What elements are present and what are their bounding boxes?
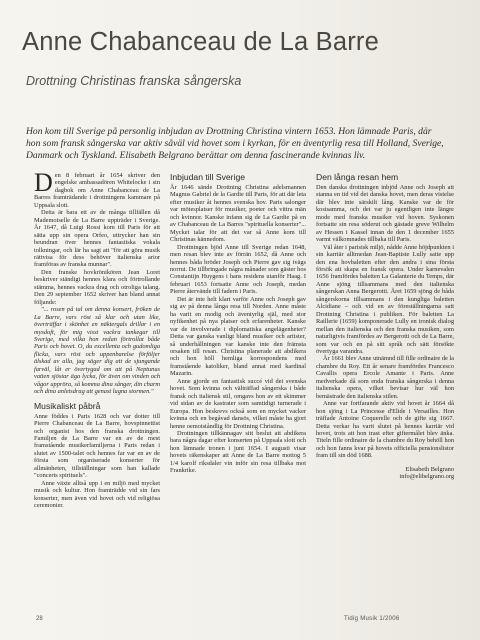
paragraph: Drottningen tillkännagav sitt beslut att abdikera bara några dagar efter konserten på Uppsala slott och hon lämnade tronen i juni 1654. I augusti visar hovets räkenskaper att Anne de La Barre mottog 5 1/4 karolf riksdaler vin inför sin resa tillbaka mot Frankrike. (170, 429, 306, 475)
article-lead: Hon kom till Sverige på personlig inbjudan av Drottning Christina vintern 1653. Hon lämnade Paris, där hon som fransk sångerska var aktiv såväl vid hovet som i kyrkan, för en äventyrlig resa till Holland, Sverige, Danmark och Tyskland. Elisabeth Belgrano berättar om denna fascinerande kvinnas liv. (26, 126, 444, 162)
paragraph (34, 172, 160, 209)
journal-issue: Tidig Musik 1/2006 (344, 616, 400, 622)
author-email[interactable]: info@elibelgrano.org (399, 473, 454, 481)
section-heading: Den långa resan hem (316, 172, 399, 182)
paragraph: År 1646 sände Drottning Christina adelsmannen Magnus Gabriel de la Gardie till Paris, för att där leta efter musiker åt hennes svenska hov. Paris salonger var mötesplatser för musiker, poeter och vittra män och kvinnor. Kanske infann sig de La Gardie på en av Chabanceau de La Barres "spirituella konserter"... Mycket talar för att det var så Anne kom till Christinas kännedom. (170, 184, 306, 244)
paragraph: Det är inte helt klart varför Anne och Joseph gav sig av på denna långa resa till Norden. Anne måste ha varit en modig och äventyrlig själ, med stor nyfikenhet på nya platser och erfarenheter. Kanske var de involverade i diplomatiska angelägenheter? Detta var ganska vanligt bland musiker och artister, så underhållningen var kanske inte den främsta orsaken till resan. Christina planerade att abdikera och hon höll hemliga korrespondens med framstående katoliker, bland annat med kardinal Mazarin. (170, 295, 306, 378)
paragraph: Drottningen bjöd Anne till Sverige redan 1648, men resan blev inte av förrän 1652, då Anne och hennes båda bröder Joseph och Pierre gav sig ivägs norrut. De tillbringade några månader som gäster hos Constantijn Huygens i hans residens utanför Haag. I februari 1653 fortsatte Anne och Joseph, medan Pierre återvände till fadern i Paris. (170, 243, 306, 296)
paragraph: Väl åter i parisisk miljö, nådde Anne höjdpunkten i sin karriär alltmedan Jean-Baptiste Lully satte upp den ena hovbaletten efter den andra i sina första försök att skapa en fransk opera. Under karnevalen 1656 framfördes baletten La Galanterie du Temps, där Anne sjöng tillsammans med den italienska sångerskan Anna Bergerotti. Året 1659 sjöng de båda sångerskorna tillsammans i den kungliga baletten Alcidiane – och vid en av föreställningarna satt Drottning Christina i publiken. För baletten La Raillerie (1659) komponerade Lully en ironisk dialog mellan den italienska och den franska musiken, som naturligtvis framfördes av Bergerotti och de La Barre, som var och en på sitt språk och sätt försökte övertyga varandra. (316, 243, 454, 355)
paragraph-text: en 8 februari år 1654 skriver den engelske ambassadören Whitelocke i sin dagbok om Anne Chabanceau de La Barres framträdande i drottningens kammare på Uppsala slott. (34, 172, 160, 209)
drop-cap: D (34, 172, 53, 197)
page-number: 28 (36, 616, 43, 622)
paragraph: Detta är bara ett av de många tillfällen då Mademoiselle de La Barre uppträder i Sverige. År 1647, då Luigi Rossi kom till Paris för att sätta upp sin opera Orfeo, uttrycker han sin beundran över hennes fantastiska vokala tolkningar, och lär ha sagt att "för att göra musik rättvisa för dess behöver italienska arior framföras av franska munnar". (34, 209, 160, 269)
section-heading: Inbjudan till Sverige (170, 172, 246, 182)
page-footer (0, 616, 480, 630)
paragraph: År 1661 blev Anne utnämnd till fille ordinaire de la chambre du Roy. Ett år senare framfördes Francesco Cavallis opera Ercole Amante i Paris. Anne medverkade då som enda franska sångerska i denna italienska opera, vilket bevisar hur väl hon bemästrade den italienska stilen. (316, 355, 454, 400)
column-2 (170, 172, 306, 610)
paragraph: Anne föddes i Paris 1628 och var dotter till Pierre Chabanceau de La Barre, hovspinnettist och organist hos den franska drottningen. Familjen de La Barre var en av de mest framstående musikerfamiljerna i Paris redan i slutet av 1500-talet och hennes far var en av de första som organiserade konserter för allmänheten, tillställningar som han kallade "concerts spirituels". (34, 412, 160, 480)
paragraph: Den danska drottningen inbjöd Anne och Joseph att stanna en tid vid det danska hovet, men deras vistelse där blev inte särskilt lång. Kanske var de för kostsamma, och det var ju egentligen inte längre mode med franska musiker vid hoven. Syskonen fortsatte sin resa söderut och gästade greve Wilhelm av Hessen i Kassel innan de den 1 december 1655 varmt välkomnades tillbaka till Paris. (316, 184, 454, 244)
column-1 (34, 172, 160, 610)
section-heading: Musikaliskt påbrå (34, 400, 101, 411)
paragraph: Anne var fortfarande aktiv vid hovet år 1664 då hon sjöng i La Princesse d'Elide i Versailles. Hon träffade Antoine Coquerelle och de gifte sig 1667. Detta verkar ha varit slutet på hennes karriär vid hovet, trots att hon trast efter giftermålet blev änka. Titeln fille ordinaire de la chambre du Roy behöll hon och hon fanns kvar på hovets officiella pensionslistor fram till sin död 1688. (316, 400, 454, 460)
quote-paragraph: "... rosen på tal om denna konsert, fröken de La Barre, vars röst så klar och utan like, överträffar i skönhet en näktergals drillar i en mysdoft, för mig visst vackra tankegar till Sverige, med vilka hon redan förtrollat både Paris och hovet. O, du excellenta och gudomliga flicka, vars röst och uppenbarelse förföljer älskad av alla, jag säger dig att de sjungande farväl, låt er övertygad om att på Neptunus vatten sjöstar äga lycka, för även om vinden och vågor uppröra, så komma dina sånger, din charm och dina anletsdrag att genast lugna stormen." (34, 306, 160, 396)
column-3 (316, 172, 454, 610)
article-subtitle: Drottning Christinas franska sångerska (26, 74, 242, 88)
author-name: Elisabeth Belgrano (405, 465, 454, 473)
paragraph: Den franske hovkrönikören Jean Loret beskriver ständigt hennes klara och förtrollande stämma, hennes vackra drag och otroliga talang. Den 29 september 1652 skriver han bland annat följande: (34, 268, 160, 306)
paragraph: Anne gjorde en fantastisk succé vid det svenska hovet. Som kvinna och välträffad sångerska i både fransk och italiensk stil, omgavs hon av ett skimmer vid sidan av de kastrater som samtidigt turnerade i Europa. Hon beskrevs också som en mycket vacker kvinna och en begåvad dansös, vilket måste ha gjort henne oemotståndlig för Drottning Christina. (170, 377, 306, 430)
article-title: Anne Chabanceau de La Barre (22, 28, 379, 56)
paragraph: Anne växte alltså upp i en miljö med mycket musik och kultur. Hon framträdde vid sin fars konserter, men även vid hovet och vid religiösa ceremonier. (34, 479, 160, 510)
